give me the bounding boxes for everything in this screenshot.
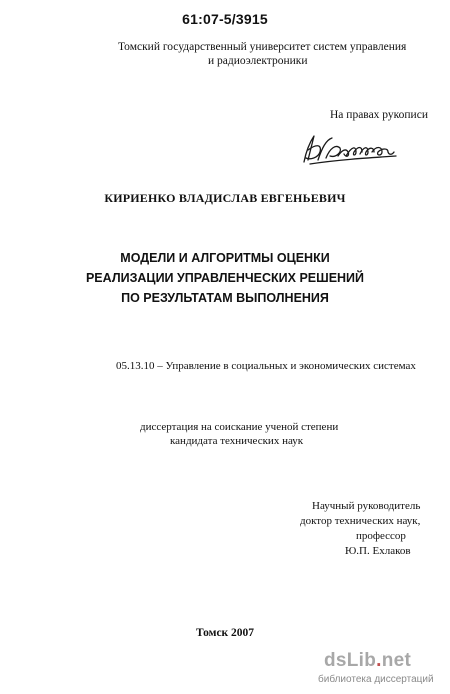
degree-statement — [140, 420, 338, 448]
supervisor-name: Ю.П. Ехлаков — [345, 545, 411, 557]
supervisor-degree: доктор технических наук, — [300, 515, 421, 527]
watermark-tagline: библиотека диссертаций — [318, 674, 434, 685]
title-line-3: ПО РЕЗУЛЬТАТАМ ВЫПОЛНЕНИЯ — [121, 291, 329, 305]
author-name: КИРИЕНКО ВЛАДИСЛАВ ЕВГЕНЬЕВИЧ — [104, 191, 346, 205]
supervisor-title: профессор — [356, 530, 406, 542]
logo-prefix: dsLib — [324, 650, 377, 671]
university-name — [118, 40, 418, 68]
city-year: Томск 2007 — [195, 627, 255, 639]
degree-line-1: диссертация на соискание ученой степени — [140, 421, 339, 433]
rights-note: На правах рукописи — [330, 109, 428, 121]
university-line-2: и радиоэлектроники — [208, 55, 308, 67]
handwritten-signature — [296, 130, 406, 170]
dissertation-title — [0, 248, 450, 308]
dslib-watermark[interactable] — [318, 650, 446, 690]
specialty-code: 05.13.10 – Управление в социальных и экономических системах — [116, 360, 416, 372]
catalog-number: 61:07-5/3915 — [182, 11, 268, 27]
logo-suffix: net — [381, 650, 412, 671]
logo-dot: . — [376, 650, 382, 671]
title-line-2: РЕАЛИЗАЦИИ УПРАВЛЕНЧЕСКИХ РЕШЕНИЙ — [85, 271, 365, 285]
degree-line-2: кандидата технических наук — [170, 435, 304, 447]
supervisor-block — [296, 499, 420, 559]
title-line-1: МОДЕЛИ И АЛГОРИТМЫ ОЦЕНКИ — [120, 251, 330, 265]
supervisor-role: Научный руководитель — [312, 500, 421, 512]
dslib-logo — [324, 650, 411, 672]
university-line-1: Томский государственный университет систем управления — [118, 41, 407, 53]
